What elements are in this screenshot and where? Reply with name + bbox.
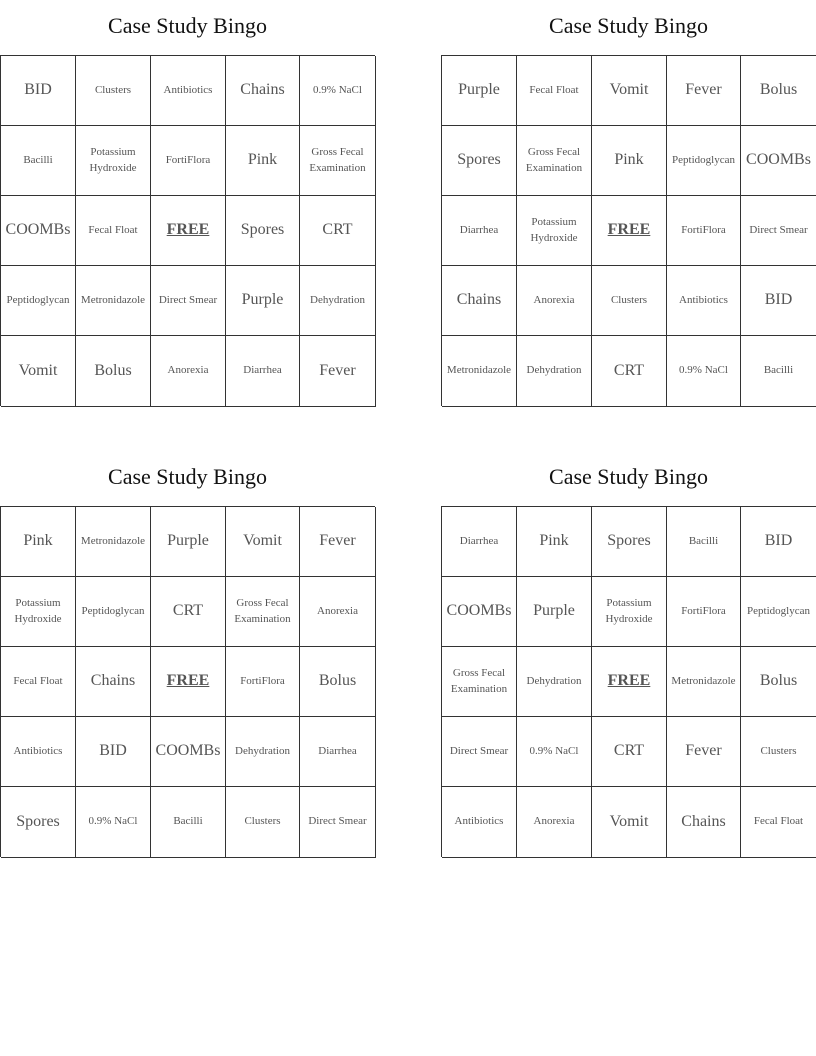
bingo-cell: Spores [226,196,300,266]
bingo-cell: Bolus [300,647,376,717]
bingo-cell: Bacilli [741,336,816,407]
bingo-cell: Fecal Float [1,647,76,717]
bingo-cell: Chains [442,266,517,336]
bingo-cell: Bacilli [667,507,741,577]
bingo-cell: Anorexia [517,266,592,336]
bingo-cell: Metronidazole [76,507,151,577]
bingo-cell: Bolus [741,56,816,126]
bingo-cell: CRT [592,717,667,787]
bingo-cell: Vomit [592,787,667,858]
bingo-cell: Potassium Hydroxide [76,126,151,196]
bingo-cell: Purple [442,56,517,126]
bingo-cell: Pink [1,507,76,577]
bingo-cell: Gross Fecal Examination [226,577,300,647]
bingo-cell: Fever [300,336,376,407]
card-title: Case Study Bingo [108,464,267,489]
bingo-cell: Chains [76,647,151,717]
bingo-cell: Peptidoglycan [76,577,151,647]
bingo-cell: Direct Smear [741,196,816,266]
bingo-cell: Pink [517,507,592,577]
bingo-cell: Dehydration [517,647,592,717]
bingo-card [441,451,816,830]
bingo-cell: Fecal Float [517,56,592,126]
bingo-cell: 0.9% NaCl [667,336,741,407]
bingo-cell: Metronidazole [442,336,517,407]
bingo-cell: Purple [151,507,226,577]
bingo-cell: 0.9% NaCl [76,787,151,858]
bingo-grid [441,55,816,406]
bingo-cell: Clusters [76,56,151,126]
bingo-cell: Clusters [226,787,300,858]
bingo-cell: COOMBs [151,717,226,787]
bingo-cell: Anorexia [300,577,376,647]
bingo-cell: Antibiotics [667,266,741,336]
free-space-cell: FREE [151,647,226,717]
free-space-cell: FREE [592,647,667,717]
bingo-cell: FortiFlora [667,196,741,266]
bingo-cell: Peptidoglycan [667,126,741,196]
bingo-cell: Bacilli [1,126,76,196]
bingo-cell: Chains [667,787,741,858]
bingo-cell: Fever [300,507,376,577]
bingo-cell: Diarrhea [442,196,517,266]
bingo-cell: Gross Fecal Examination [300,126,376,196]
bingo-cell: Peptidoglycan [741,577,816,647]
free-space-cell: FREE [592,196,667,266]
bingo-grid [0,506,375,857]
bingo-cell: Direct Smear [300,787,376,858]
bingo-cell: Bacilli [151,787,226,858]
bingo-cell: Pink [592,126,667,196]
bingo-card [0,451,375,830]
bingo-cell: Clusters [592,266,667,336]
bingo-cell: Anorexia [517,787,592,858]
bingo-cell: BID [741,507,816,577]
bingo-card [441,0,816,379]
bingo-cell: Spores [1,787,76,858]
bingo-cell: Purple [226,266,300,336]
bingo-cell: Chains [226,56,300,126]
bingo-cell: BID [76,717,151,787]
bingo-cell: Direct Smear [442,717,517,787]
bingo-cell: Gross Fecal Examination [442,647,517,717]
bingo-cell: Diarrhea [226,336,300,407]
bingo-cell: Metronidazole [76,266,151,336]
card-title: Case Study Bingo [108,13,267,38]
card-title: Case Study Bingo [549,13,708,38]
card-title: Case Study Bingo [549,464,708,489]
bingo-cell: FortiFlora [226,647,300,717]
bingo-cell: BID [741,266,816,336]
bingo-cell: Dehydration [300,266,376,336]
bingo-cell: Fecal Float [76,196,151,266]
bingo-grid [0,55,375,406]
bingo-cell: Dehydration [226,717,300,787]
bingo-cell: Antibiotics [1,717,76,787]
bingo-cell: COOMBs [741,126,816,196]
bingo-cell: Fecal Float [741,787,816,858]
bingo-cell: 0.9% NaCl [300,56,376,126]
bingo-cell: CRT [300,196,376,266]
bingo-cell: Direct Smear [151,266,226,336]
bingo-cell: CRT [592,336,667,407]
bingo-cell: Purple [517,577,592,647]
bingo-cell: Gross Fecal Examination [517,126,592,196]
bingo-cell: Vomit [592,56,667,126]
bingo-cell: Vomit [226,507,300,577]
bingo-cell: Dehydration [517,336,592,407]
bingo-cell: Antibiotics [151,56,226,126]
bingo-cell: Antibiotics [442,787,517,858]
bingo-cell: BID [1,56,76,126]
bingo-cell: Potassium Hydroxide [592,577,667,647]
bingo-cell: Fever [667,717,741,787]
bingo-cell: Vomit [1,336,76,407]
bingo-cell: COOMBs [1,196,76,266]
bingo-grid [441,506,816,857]
bingo-cell: Spores [442,126,517,196]
bingo-cell: Pink [226,126,300,196]
bingo-cell: Bolus [741,647,816,717]
bingo-cell: Clusters [741,717,816,787]
bingo-cell: Diarrhea [300,717,376,787]
bingo-cell: Fever [667,56,741,126]
bingo-cell: COOMBs [442,577,517,647]
bingo-cell: Peptidoglycan [1,266,76,336]
bingo-card [0,0,375,379]
free-space-cell: FREE [151,196,226,266]
bingo-cell: 0.9% NaCl [517,717,592,787]
bingo-cell: CRT [151,577,226,647]
bingo-cell: Diarrhea [442,507,517,577]
bingo-cell: FortiFlora [151,126,226,196]
bingo-cell: Potassium Hydroxide [1,577,76,647]
bingo-cell: Potassium Hydroxide [517,196,592,266]
bingo-cell: Metronidazole [667,647,741,717]
bingo-cell: FortiFlora [667,577,741,647]
bingo-cell: Spores [592,507,667,577]
bingo-cell: Bolus [76,336,151,407]
bingo-cell: Anorexia [151,336,226,407]
